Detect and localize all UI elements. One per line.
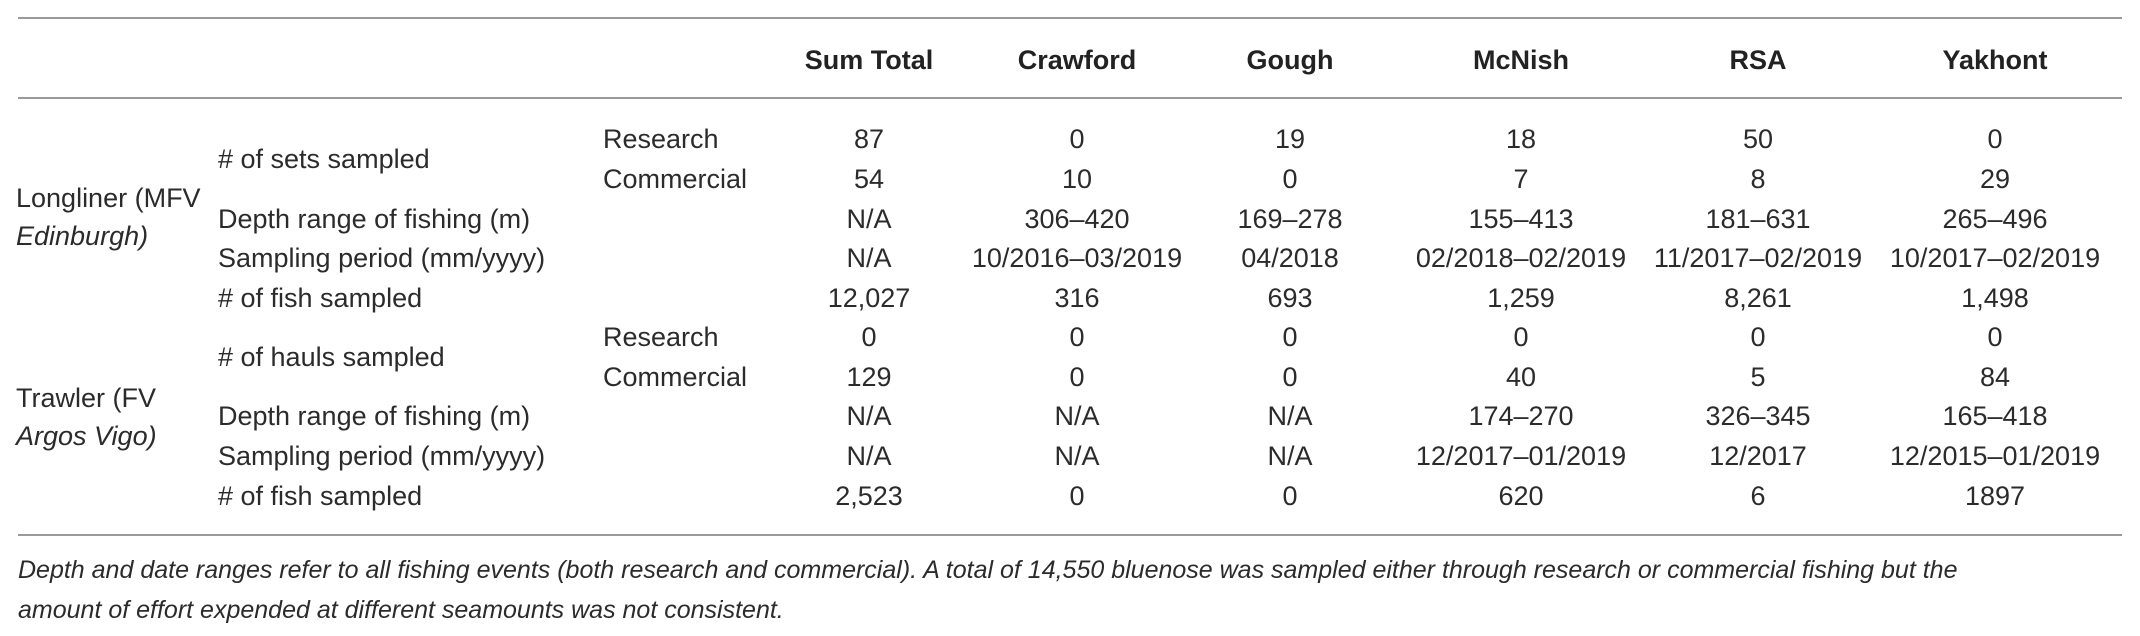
table-cell: 12/2017–01/2019 (1415, 441, 1627, 471)
table-cell: 10 (1061, 164, 1093, 194)
table-cell: 2,523 (835, 481, 903, 511)
table-cell: N/A (1054, 441, 1100, 471)
trawler-hauls-label: # of hauls sampled (218, 342, 445, 372)
longliner-sets-label: # of sets sampled (218, 144, 430, 174)
footnote-line2: amount of effort expended at different seamounts was not consistent. (18, 596, 784, 624)
table-cell: 0 (1513, 322, 1529, 352)
table-cell: 693 (1267, 283, 1313, 313)
bottom-rule (18, 534, 2122, 536)
table-cell: 54 (853, 164, 885, 194)
trawler-label-line2: Argos Vigo) (16, 421, 157, 451)
table-cell: 04/2018 (1241, 243, 1339, 273)
table-cell: 0 (1282, 481, 1298, 511)
table-cell: 1897 (1964, 481, 2026, 511)
table-cell: 12,027 (827, 283, 911, 313)
table-cell: N/A (1054, 401, 1100, 431)
table-cell: 165–418 (1942, 401, 2048, 431)
table-cell: 8,261 (1724, 283, 1792, 313)
table-cell: 0 (1987, 322, 2003, 352)
table-cell: 0 (1069, 481, 1085, 511)
table-cell: 7 (1513, 164, 1529, 194)
col-header-mcnish: McNish (1472, 45, 1570, 75)
longliner-period-label: Sampling period (mm/yyyy) (218, 243, 546, 273)
table-cell: 12/2017 (1709, 441, 1807, 471)
table-cell: 0 (1069, 124, 1085, 154)
table-cell: 0 (1282, 164, 1298, 194)
table-cell: 5 (1750, 362, 1766, 392)
table-cell: 0 (861, 322, 877, 352)
longliner-commercial-label: Commercial (603, 164, 748, 194)
table-cell: 84 (1979, 362, 2011, 392)
trawler-commercial-label: Commercial (603, 362, 748, 392)
table-cell: 0 (1987, 124, 2003, 154)
table-cell: 02/2018–02/2019 (1415, 243, 1627, 273)
longliner-group-label (16, 179, 201, 255)
table-cell: 11/2017–02/2019 (1653, 243, 1863, 273)
trawler-fish-label: # of fish sampled (218, 481, 423, 511)
table-cell: 87 (853, 124, 885, 154)
table-cell: 18 (1505, 124, 1537, 154)
table-cell: 12/2015–01/2019 (1889, 441, 2101, 471)
col-header-rsa: RSA (1729, 45, 1787, 75)
header-rule (18, 97, 2122, 99)
trawler-depth-label: Depth range of fishing (m) (218, 401, 531, 431)
table-cell: 620 (1498, 481, 1544, 511)
col-header-crawford: Crawford (1017, 45, 1137, 75)
col-header-yakhont: Yakhont (1942, 45, 2048, 75)
table-cell: 10/2017–02/2019 (1889, 243, 2101, 273)
longliner-research-label: Research (603, 124, 719, 154)
footnote-line1: Depth and date ranges refer to all fishing events (both research and commercial). A total of 14,550 bluenose was sampled either through research or commercial fishing but the (18, 556, 1958, 584)
table-cell: 50 (1742, 124, 1774, 154)
table-cell: 0 (1282, 322, 1298, 352)
trawler-group-label (16, 379, 157, 455)
table-cell: N/A (1267, 401, 1313, 431)
trawler-research-label: Research (603, 322, 719, 352)
table-cell: N/A (1267, 441, 1313, 471)
table-cell: 1,498 (1961, 283, 2029, 313)
table-cell: 316 (1054, 283, 1100, 313)
table-cell: 40 (1505, 362, 1537, 392)
table-cell: 0 (1282, 362, 1298, 392)
table-cell: N/A (846, 401, 892, 431)
top-rule (18, 17, 2122, 19)
table-cell: 8 (1750, 164, 1766, 194)
table-cell: 155–413 (1468, 204, 1574, 234)
trawler-period-label: Sampling period (mm/yyyy) (218, 441, 546, 471)
table-cell: 174–270 (1468, 401, 1574, 431)
longliner-fish-label: # of fish sampled (218, 283, 423, 313)
table-cell: 1,259 (1487, 283, 1555, 313)
table-cell: 6 (1750, 481, 1766, 511)
table-cell: 0 (1750, 322, 1766, 352)
col-header-gough: Gough (1246, 45, 1334, 75)
longliner-label-line1: Longliner (MFV (16, 183, 201, 213)
table-cell: 306–420 (1024, 204, 1130, 234)
table-cell: 181–631 (1705, 204, 1811, 234)
table-cell: N/A (846, 243, 892, 273)
table-cell: N/A (846, 204, 892, 234)
table-cell: 326–345 (1705, 401, 1811, 431)
table-cell: 265–496 (1942, 204, 2048, 234)
table-cell: 169–278 (1237, 204, 1343, 234)
table-cell: 19 (1274, 124, 1306, 154)
longliner-depth-label: Depth range of fishing (m) (218, 204, 531, 234)
table-cell: 129 (846, 362, 892, 392)
trawler-label-line1: Trawler (FV (16, 383, 156, 413)
table-footnote (18, 550, 2098, 630)
table-cell: 0 (1069, 362, 1085, 392)
table-cell: 10/2016–03/2019 (971, 243, 1183, 273)
longliner-label-line2: Edinburgh) (16, 221, 149, 251)
table-cell: 0 (1069, 322, 1085, 352)
table-cell: 29 (1979, 164, 2011, 194)
table-cell: N/A (846, 441, 892, 471)
col-header-sum-total: Sum Total (804, 45, 934, 75)
